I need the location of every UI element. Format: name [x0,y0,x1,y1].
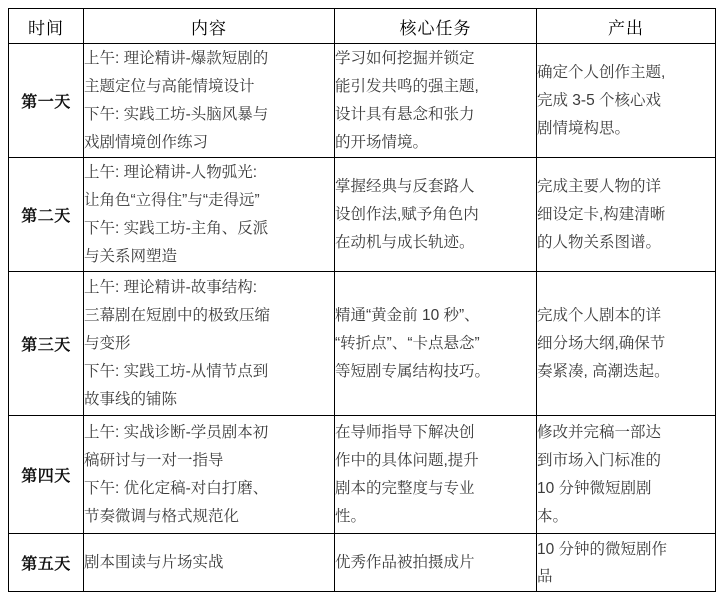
content-line: 上午: 理论精讲-爆款短剧的 [84,49,269,67]
content-line: 节奏微调与格式规范化 [84,507,240,525]
content-cell [84,272,335,416]
column-header-time: 时间 [9,9,84,44]
output-line: 细分场大纲,确保节 [537,334,666,352]
output-line: 完成主要人物的详 [537,177,662,195]
task-line: 掌握经典与反套路人 [335,177,475,195]
content-line: 戏剧情境创作练习 [84,133,209,151]
content-line: 下午: 实践工坊-头脑风暴与 [84,105,269,123]
output-line: 细设定卡,构建清晰 [537,205,666,223]
output-line: 确定个人创作主题, [537,63,666,81]
day-label-cell: 第三天 [9,272,84,416]
output-line: 完成个人剧本的详 [537,306,662,324]
table-body [9,44,716,592]
table-row [9,272,716,416]
output-line: 修改并完稿一部达 [537,423,662,441]
task-line: 学习如何挖掘并锁定 [335,49,475,67]
output-cell [537,416,716,534]
output-line: 到市场入门标准的 [537,451,662,469]
task-cell [335,534,537,592]
output-line: 10 分钟微短剧剧 [537,479,652,497]
table-row [9,158,716,272]
output-line: 品 [537,567,553,585]
content-cell [84,534,335,592]
header-row [9,9,716,44]
task-line: 性。 [335,507,367,525]
content-line: 与变形 [84,334,131,352]
content-line: 故事线的铺陈 [84,390,178,408]
table-row [9,44,716,158]
column-header-output: 产出 [537,9,716,44]
task-line: 等短剧专属结构技巧。 [335,362,491,380]
output-line: 10 分钟的微短剧作 [537,540,668,558]
output-line: 奏紧凑, 高潮迭起。 [537,362,670,380]
content-line: 稿研讨与一对一指导 [84,451,224,469]
column-header-task: 核心任务 [335,9,537,44]
content-line: 下午: 实践工坊-主角、反派 [84,219,269,237]
task-line: 设计具有悬念和张力 [335,105,475,123]
task-cell [335,272,537,416]
task-line: 在导师指导下解决创 [335,423,475,441]
output-cell [537,44,716,158]
content-line: 下午: 实践工坊-从情节点到 [84,362,269,380]
content-line: 下午: 优化定稿-对白打磨、 [84,479,269,497]
course-schedule-table [8,8,716,592]
content-line: 上午: 实战诊断-学员剧本初 [84,423,269,441]
task-line: 能引发共鸣的强主题, [335,77,479,95]
task-line: 作中的具体问题,提升 [335,451,479,469]
day-label-cell: 第五天 [9,534,84,592]
task-line: 剧本的完整度与专业 [335,479,475,497]
content-line: 上午: 理论精讲-故事结构: [84,278,258,296]
task-line: 设创作法,赋予角色内 [335,205,479,223]
output-cell [537,272,716,416]
task-line: 的开场情境。 [335,133,429,151]
content-cell [84,158,335,272]
task-line: “转折点”、“卡点悬念” [335,334,480,352]
content-line: 让角色“立得住”与“走得远” [84,191,260,209]
table-header [9,9,716,44]
task-line: 精通“黄金前 10 秒”、 [335,306,480,324]
table-row [9,534,716,592]
output-line: 本。 [537,507,569,525]
output-cell [537,158,716,272]
content-line: 三幕剧在短剧中的极致压缩 [84,306,271,324]
column-header-content: 内容 [84,9,335,44]
day-label-cell: 第二天 [9,158,84,272]
content-cell [84,416,335,534]
output-line: 的人物关系图谱。 [537,233,662,251]
task-cell [335,158,537,272]
content-line: 上午: 理论精讲-人物弧光: [84,163,258,181]
task-cell [335,416,537,534]
task-line: 优秀作品被拍摄成片 [335,554,475,571]
output-cell [537,534,716,592]
content-line: 主题定位与高能情境设计 [84,77,255,95]
table-row [9,416,716,534]
content-line: 与关系网塑造 [84,247,178,265]
content-line: 剧本围读与片场实战 [84,554,224,571]
day-label-cell: 第一天 [9,44,84,158]
task-cell [335,44,537,158]
content-cell [84,44,335,158]
day-label-cell: 第四天 [9,416,84,534]
output-line: 完成 3-5 个核心戏 [537,91,662,109]
output-line: 剧情境构思。 [537,119,631,137]
task-line: 在动机与成长轨迹。 [335,233,475,251]
